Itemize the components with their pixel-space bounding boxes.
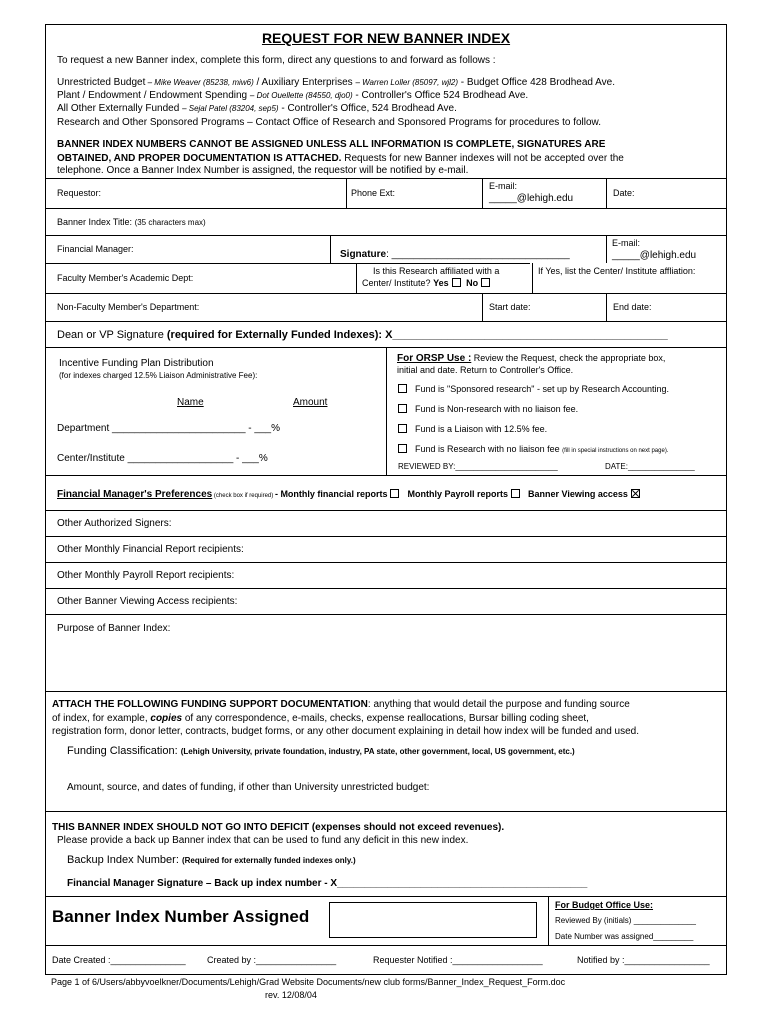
- signature-field[interactable]: [340, 249, 570, 260]
- email-label: E-mail:: [489, 181, 518, 191]
- dean-requirement: (required for Externally Funded Indexes): X: [166, 329, 393, 341]
- funding-amount-field[interactable]: Amount, source, and dates of funding, if other than University unrestricted budget:: [67, 782, 430, 793]
- monthly-financial-label: Monthly financial reports: [280, 489, 388, 499]
- name-header: Name: [177, 397, 204, 408]
- dean-label: Dean or VP Signature: [57, 329, 167, 341]
- signature-line: : ________________________________: [386, 249, 570, 260]
- routing-contact: – Dot Ouellette (84550, djo0): [249, 91, 353, 100]
- orsp-option-research[interactable]: [395, 444, 668, 454]
- orsp-title: For ORSP Use :: [397, 353, 472, 364]
- option-note: (fill in special instructions on next page).: [562, 448, 669, 454]
- viewing-recipients-field[interactable]: Other Banner Viewing Access recipients:: [57, 596, 238, 607]
- backup-label: Backup Index Number:: [67, 854, 182, 866]
- incentive-title: Incentive Funding Plan Distribution: [59, 358, 214, 369]
- warning-line-3: telephone. Once a Banner Index Number is assigned, the requestor will be notified by e-mail.: [57, 165, 469, 176]
- orsp-option-sponsored[interactable]: [395, 384, 669, 394]
- routing-line-external: [57, 103, 457, 114]
- dash: -: [274, 489, 281, 499]
- routing-text: Plant / Endowment / Endowment Spending: [57, 90, 250, 101]
- attach-line-2: [52, 713, 589, 724]
- attach-text: of index, for example,: [52, 713, 151, 724]
- footer-path: Page 1 of 6/Users/abbyvoelkner/Documents/Lehigh/Grad Website Documents/new club forms/Banner_Index_Request_Form.doc: [51, 977, 566, 987]
- orsp-reviewed-by[interactable]: REVIEWED BY:_______________________: [398, 462, 558, 471]
- requester-notified-field[interactable]: Requester Notified :__________________: [373, 955, 543, 965]
- orsp-header: [397, 353, 665, 364]
- attach-line-3: registration form, donor letter, contracts, budget forms, or any other document explaining in detail how index will be funded and used.: [52, 726, 640, 737]
- banner-index-request-form: [45, 24, 727, 975]
- classification-note: (Lehigh University, private foundation, industry, PA state, other government, local, US government, etc.): [180, 747, 575, 756]
- department-name-line: ________________________: [112, 423, 246, 434]
- routing-office: - Budget Office 428 Brodhead Ave.: [458, 77, 615, 88]
- requestor-field[interactable]: Requestor:: [57, 188, 102, 198]
- option-label: Fund is "Sponsored research" - set up by Research Accounting.: [415, 384, 670, 394]
- no-checkbox[interactable]: [481, 278, 490, 287]
- fm-backup-signature-field[interactable]: [67, 878, 587, 889]
- monthly-financial-checkbox[interactable]: [390, 489, 399, 498]
- preferences-note: (check box if required): [212, 493, 275, 499]
- banner-viewing-label: Banner Viewing access: [527, 489, 628, 499]
- incentive-subtitle: (for indexes charged 12.5% Liaison Administrative Fee):: [59, 371, 258, 380]
- department-row[interactable]: [57, 423, 280, 434]
- monthly-payroll-checkbox[interactable]: [511, 489, 520, 498]
- funding-classification-field[interactable]: [67, 745, 575, 757]
- routing-line-unrestricted: [57, 77, 615, 88]
- dean-signature-field[interactable]: [57, 329, 668, 341]
- dash: -: [248, 423, 252, 434]
- yes-label: Yes: [433, 278, 449, 288]
- phone-ext-field[interactable]: Phone Ext:: [351, 188, 396, 198]
- financial-recipients-field[interactable]: Other Monthly Financial Report recipients:: [57, 544, 244, 555]
- attach-line-1: [52, 699, 630, 710]
- attach-text: : anything that would detail the purpose and funding source: [367, 699, 630, 710]
- start-date-field[interactable]: Start date:: [489, 302, 531, 312]
- faculty-dept-field[interactable]: Faculty Member's Academic Dept:: [57, 273, 194, 283]
- orsp-desc: Review the Request, check the appropriate box,: [471, 353, 666, 363]
- warning-text: Requests for new Banner indexes will not be accepted over the: [341, 153, 624, 164]
- deficit-warning: THIS BANNER INDEX SHOULD NOT GO INTO DEFICIT (expenses should not exceed revenues).: [52, 822, 505, 833]
- routing-contact: – Warren Loller (85097, wjl2): [355, 78, 459, 87]
- option-label: Fund is Non-research with no liaison fee.: [415, 404, 579, 414]
- email2-field[interactable]: _____@lehigh.edu: [612, 250, 697, 261]
- dash: -: [236, 453, 240, 464]
- classification-label: Funding Classification:: [67, 745, 181, 757]
- fm-sig-label: Financial Manager Signature – Back up index number - X: [67, 878, 338, 889]
- preferences-title: Financial Manager's Preferences: [57, 489, 213, 500]
- banner-viewing-checkbox[interactable]: [631, 489, 640, 498]
- index-title-note: (35 characters max): [134, 218, 206, 227]
- option-label: Fund is a Liaison with 12.5% fee.: [415, 424, 548, 434]
- yes-checkbox[interactable]: [452, 278, 461, 287]
- attach-copies: copies: [150, 713, 183, 724]
- routing-text: / Auxiliary Enterprises: [253, 77, 356, 88]
- routing-contact: – Mike Weaver (85238, miw6): [145, 78, 254, 87]
- checkbox[interactable]: [398, 424, 407, 433]
- orsp-option-liaison[interactable]: [395, 424, 547, 434]
- date-field[interactable]: Date:: [613, 188, 635, 198]
- option-label: Fund is Research with no liaison fee: [415, 444, 563, 454]
- footer-revision: rev. 12/08/04: [265, 990, 317, 1000]
- intro-text: To request a new Banner index, complete this form, direct any questions to and forward as follows :: [57, 55, 496, 66]
- signature-label: Signature: [340, 249, 387, 260]
- department-percent-line: ___%: [254, 423, 280, 434]
- email2-label: E-mail:: [612, 238, 641, 248]
- routing-office: - Controller's Office 524 Brodhead Ave.: [352, 90, 529, 101]
- orsp-date[interactable]: DATE:_______________: [605, 462, 695, 471]
- research-question-cont: Center/ Institute?: [362, 278, 431, 288]
- preferences-row: [57, 489, 643, 500]
- dean-line: _____________________________________________: [392, 329, 668, 341]
- routing-line-research: Research and Other Sponsored Programs – Contact Office of Research and Sponsored Programs for procedures to follow.: [57, 117, 601, 128]
- index-title-field[interactable]: [57, 217, 206, 227]
- routing-contact: – Sejal Patel (83204, sep5): [182, 104, 279, 113]
- no-label: No: [466, 278, 479, 288]
- center-label: Center/Institute: [57, 453, 125, 464]
- checkbox[interactable]: [398, 384, 407, 393]
- warning-line-1: BANNER INDEX NUMBERS CANNOT BE ASSIGNED UNLESS ALL INFORMATION IS COMPLETE, SIGNATURES ARE: [57, 139, 606, 150]
- warning-line-2: [57, 153, 624, 164]
- checkbox[interactable]: [398, 404, 407, 413]
- deficit-desc: Please provide a back up Banner index that can be used to fund any deficit in this new index.: [57, 835, 469, 846]
- center-row[interactable]: [57, 453, 268, 464]
- date-assigned-field[interactable]: Date Number was assigned_________: [555, 932, 694, 941]
- form-title: REQUEST FOR NEW BANNER INDEX: [261, 30, 511, 46]
- payroll-recipients-field[interactable]: Other Monthly Payroll Report recipients:: [57, 570, 235, 581]
- attach-title: ATTACH THE FOLLOWING FUNDING SUPPORT DOCUMENTATION: [52, 699, 368, 710]
- email-field[interactable]: _____@lehigh.edu: [489, 193, 574, 204]
- routing-text: All Other Externally Funded: [57, 103, 183, 114]
- created-by-field[interactable]: Created by :________________: [207, 955, 337, 965]
- routing-text: Unrestricted Budget: [57, 77, 146, 88]
- date-created-field[interactable]: Date Created :_______________: [52, 955, 186, 965]
- attach-text: of any correspondence, e-mails, checks, expense reallocations, Bursar billing coding sheet,: [182, 713, 589, 724]
- warning-bold: OBTAINED, AND PROPER DOCUMENTATION IS ATTACHED.: [57, 153, 342, 164]
- checkbox[interactable]: [398, 444, 407, 453]
- backup-index-field[interactable]: [67, 854, 356, 866]
- notified-by-field[interactable]: Notified by :_________________: [577, 955, 710, 965]
- index-number-assigned-label: Banner Index Number Assigned: [52, 907, 310, 926]
- amount-header: Amount: [293, 397, 328, 408]
- index-title-label: Banner Index Title:: [57, 217, 133, 227]
- financial-manager-field[interactable]: Financial Manager:: [57, 244, 134, 254]
- end-date-field[interactable]: End date:: [613, 302, 652, 312]
- routing-office: - Controller's Office, 524 Brodhead Ave.: [278, 103, 457, 114]
- routing-line-plant: [57, 90, 528, 101]
- research-affiliation-question: Is this Research affiliated with a: [373, 266, 500, 276]
- purpose-field[interactable]: Purpose of Banner Index:: [57, 623, 171, 634]
- center-name-line: ___________________: [127, 453, 234, 464]
- orsp-desc-2: initial and date. Return to Controller's Office.: [397, 365, 574, 375]
- department-label: Department: [57, 423, 110, 434]
- research-affiliation-options: [362, 278, 493, 288]
- orsp-option-nonresearch[interactable]: [395, 404, 578, 414]
- budget-office-title: For Budget Office Use:: [555, 900, 654, 910]
- index-number-box[interactable]: [329, 902, 537, 938]
- fm-sig-line: _____________________________________________: [337, 878, 588, 889]
- center-affiliation-field[interactable]: If Yes, list the Center/ Institute affliation:: [538, 266, 696, 276]
- backup-note: (Required for externally funded indexes only.): [181, 856, 356, 865]
- monthly-payroll-label: Monthly Payroll reports: [407, 489, 508, 499]
- nonfaculty-dept-field[interactable]: Non-Faculty Member's Department:: [57, 302, 200, 312]
- other-signers-field[interactable]: Other Authorized Signers:: [57, 518, 172, 529]
- center-percent-line: ___%: [242, 453, 268, 464]
- reviewed-by-field[interactable]: Reviewed By (initials) ______________: [555, 916, 696, 925]
